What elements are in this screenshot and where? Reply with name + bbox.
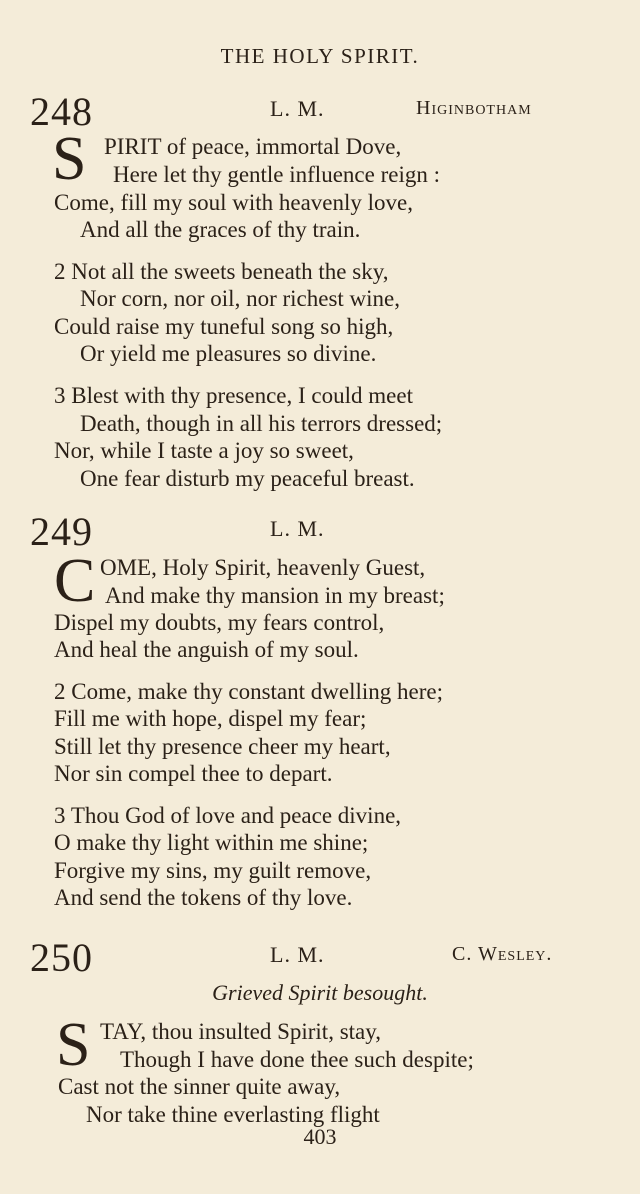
drop-cap: S [56, 1011, 91, 1079]
verse-line: Cast not the sinner quite away, [58, 1074, 341, 1099]
hymn-author: C. Wesley. [452, 943, 553, 965]
verse-line: Forgive my sins, my guilt remove, [54, 858, 372, 883]
verse-line: Or yield me pleasures so divine. [80, 341, 377, 366]
verse-line: Death, though in all his terrors dressed; [80, 411, 443, 436]
drop-cap: S [52, 125, 87, 193]
verse-line: Here let thy gentle influence reign : [113, 162, 440, 187]
drop-cap: C [54, 547, 96, 615]
verse-line: Dispel my doubts, my fears control, [54, 610, 385, 635]
hymn-header-248 [0, 88, 640, 134]
hymn-header-250 [0, 934, 640, 980]
verse-line: Still let thy presence cheer my heart, [54, 734, 391, 759]
verse-line: 3 Thou God of love and peace divine, [54, 803, 402, 828]
hymn-meter: L. M. [270, 96, 325, 121]
verse-line: Come, fill my soul with heavenly love, [54, 190, 414, 215]
verse-line: And heal the anguish of my soul. [54, 637, 359, 662]
hymn-meter: L. M. [270, 942, 325, 967]
verse-line: OME, Holy Spirit, heavenly Guest, [100, 555, 426, 580]
verse-line: One fear disturb my peaceful breast. [80, 466, 415, 491]
verse-line: TAY, thou insulted Spirit, stay, [100, 1019, 381, 1044]
verse-line: And send the tokens of thy love. [54, 885, 353, 910]
verse-line: Nor take thine everlasting flight [86, 1102, 380, 1127]
verse-line: 2 Come, make thy constant dwelling here; [54, 679, 443, 704]
verse-line: Could raise my tuneful song so high, [54, 314, 394, 339]
hymn-number: 249 [30, 509, 93, 554]
verse-line: 3 Blest with thy presence, I could meet [54, 383, 413, 408]
verse-line: Nor, while I taste a joy so sweet, [54, 438, 354, 463]
running-head: THE HOLY SPIRIT. [220, 44, 420, 68]
hymn-header-249 [0, 508, 640, 554]
verse-line: Nor corn, nor oil, nor richest wine, [80, 286, 401, 311]
verse-line: PIRIT of peace, immortal Dove, [104, 134, 402, 159]
hymn-author: Higinbotham [416, 97, 532, 119]
hymn-meter: L. M. [270, 516, 325, 541]
verse-line: Fill me with hope, dispel my fear; [54, 706, 367, 731]
page-number: 403 [303, 1124, 337, 1149]
verse-line: 2 Not all the sweets beneath the sky, [54, 259, 389, 284]
hymn-number: 248 [30, 89, 93, 134]
verse-line: And all the graces of thy train. [80, 217, 361, 242]
verse-line: Though I have done thee such despite; [120, 1047, 474, 1072]
verse-line: Nor sin compel thee to depart. [54, 761, 333, 786]
verse-line: And make thy mansion in my breast; [105, 583, 445, 608]
hymn-number: 250 [30, 935, 93, 980]
verse-line: O make thy light within me shine; [54, 830, 369, 855]
hymn-subtitle: Grieved Spirit besought. [212, 980, 428, 1005]
